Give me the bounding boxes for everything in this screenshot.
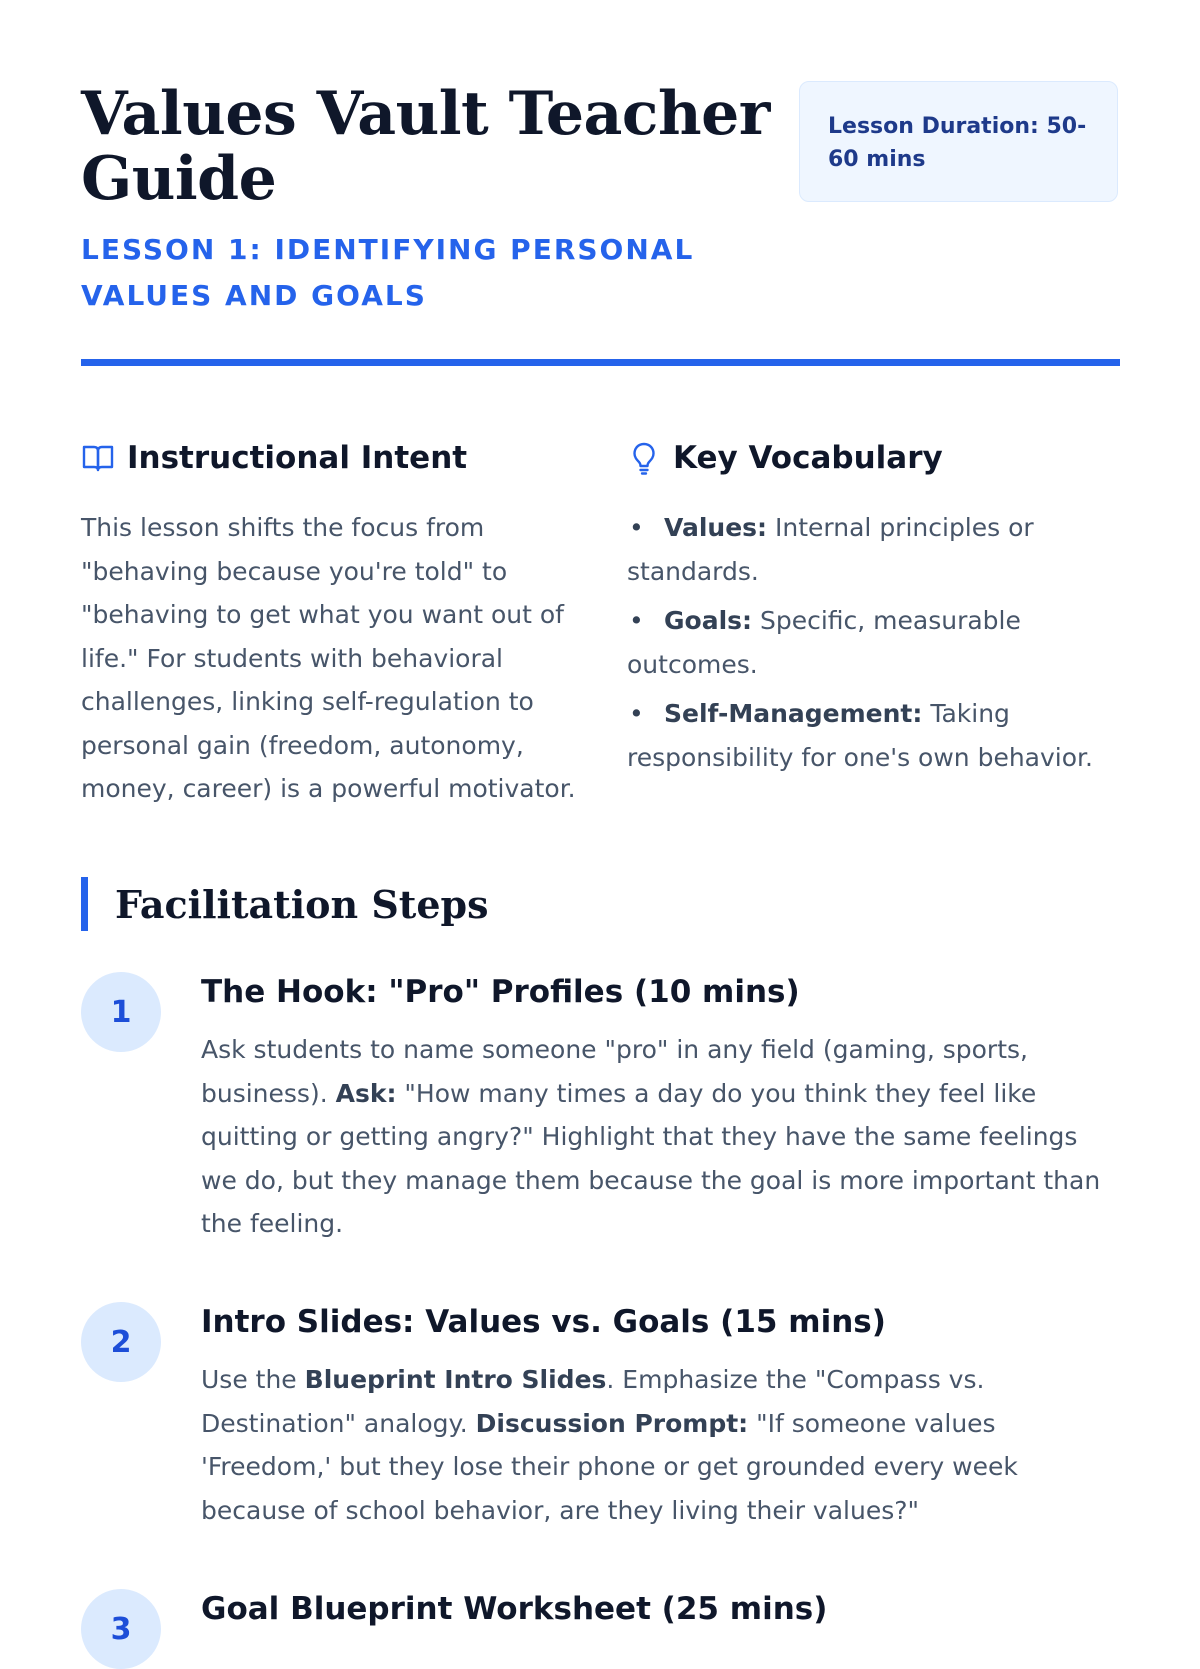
key-vocabulary-section	[627, 430, 1120, 785]
step-title: Intro Slides: Values vs. Goals (15 mins)	[201, 1304, 886, 1340]
lightbulb-icon	[627, 441, 661, 475]
key-vocabulary-heading: Key Vocabulary	[673, 440, 943, 476]
vocabulary-item: • Self-Management: Taking responsibility for one's own behavior.	[627, 699, 1093, 772]
lesson-subtitle: LESSON 1: IDENTIFYING PERSONAL VALUES AND GOALS	[81, 233, 695, 312]
vocabulary-term: Goals:	[664, 606, 753, 635]
step-content	[201, 1587, 1121, 1631]
lesson-duration-badge	[799, 81, 1118, 202]
step-description: Use the Blueprint Intro Slides. Emphasize the "Compass vs. Destination" analogy. Discussion Prompt: "If someone values 'Freedom,' but they lose their phone or get grounded every week because of school behavior, are they living their values?"	[201, 1365, 1018, 1525]
facilitation-steps-header	[81, 876, 488, 932]
lesson-duration-text: Lesson Duration: 50-60 mins	[828, 114, 1087, 172]
vocabulary-term: Values:	[664, 513, 768, 542]
book-open-icon	[81, 441, 115, 475]
page-title: Values Vault Teacher Guide	[81, 79, 770, 214]
instructional-intent-header	[81, 430, 581, 486]
vocabulary-list	[627, 506, 1120, 779]
instructional-intent-section	[81, 430, 581, 811]
step-title: Goal Blueprint Worksheet (25 mins)	[201, 1591, 828, 1627]
vocabulary-definition: Specific, measurable outcomes.	[627, 606, 1021, 679]
step-number-badge: 2	[81, 1302, 161, 1382]
step-content	[201, 1300, 1121, 1532]
vocabulary-item: • Goals: Specific, measurable outcomes.	[627, 606, 1021, 679]
step-number-badge: 3	[81, 1589, 161, 1669]
vocabulary-definition: Internal principles or standards.	[627, 513, 1034, 586]
instructional-intent-body: This lesson shifts the focus from "behaving because you're told" to "behaving to get what you want out of life." For students with behavioral challenges, linking self-regulation to personal gain (freedom, autonomy, money, career) is a powerful motivator.	[81, 513, 576, 803]
vocabulary-definition: Taking responsibility for one's own behavior.	[627, 699, 1093, 772]
vocabulary-term: Self-Management:	[664, 699, 923, 728]
step-content	[201, 970, 1121, 1246]
header-divider	[81, 359, 1120, 366]
instructional-intent-heading: Instructional Intent	[127, 440, 468, 476]
teacher-guide-page	[81, 0, 1120, 1647]
facilitation-steps-heading: Facilitation Steps	[115, 881, 489, 927]
step-number-badge: 1	[81, 972, 161, 1052]
info-columns	[81, 430, 1120, 810]
step-title: The Hook: "Pro" Profiles (10 mins)	[201, 974, 800, 1010]
step-description: Ask students to name someone "pro" in any field (gaming, sports, business). Ask: "How many times a day do you think they feel like quitting or getting angry?" Highlight that they have the same feelings we do, but they manage them because the goal is more important than the feeling.	[201, 1035, 1101, 1238]
vocabulary-item: • Values: Internal principles or standards.	[627, 513, 1034, 586]
section-accent-bar	[81, 877, 88, 931]
guide-header	[81, 0, 1120, 368]
key-vocabulary-header	[627, 430, 1120, 486]
